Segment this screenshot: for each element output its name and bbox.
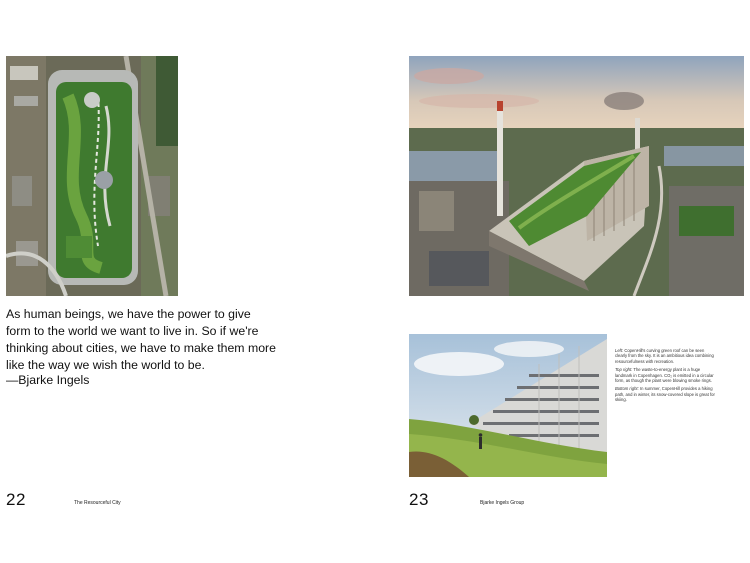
power-plant-photo (409, 56, 744, 296)
running-head-left: The Resourceful City (74, 500, 121, 506)
caption-text: In summer, CopenHill provides a hiking path, and in winter, its snow-covered slope is great for skiing. (615, 386, 715, 403)
caption-top-right (615, 367, 715, 383)
aerial-roof-photo (6, 56, 178, 296)
quote-author: —Bjarke Ingels (6, 373, 90, 387)
caption-text: CopenHill's curving green roof can be seen clearly from the sky. It is an ambitious idea combining resourcefulness with recreation. (615, 348, 714, 364)
caption-label: Left: (615, 348, 624, 353)
running-head-right: Bjarke Ingels Group (480, 500, 525, 506)
page-number-right: 23 (409, 490, 429, 509)
slope-hiker-photo (409, 334, 607, 477)
pull-quote: As human beings, we have the power to give form to the world we want to live in. So if we're thinking about cities, we have to make them more like the way we wish the world to be. (6, 307, 276, 372)
caption-label: Bottom right: (615, 386, 639, 392)
page-number-left: 22 (6, 490, 26, 509)
caption-label: Top right: (615, 367, 633, 373)
caption-text: The waste-to-energy plant is a huge landmark in Copenhagen. CO₂ is emitted in a circular form, as though the plant were blowing smoke rings. (615, 367, 714, 384)
caption-left (615, 348, 715, 364)
photo-captions (615, 348, 715, 406)
caption-bottom-right (615, 386, 715, 402)
